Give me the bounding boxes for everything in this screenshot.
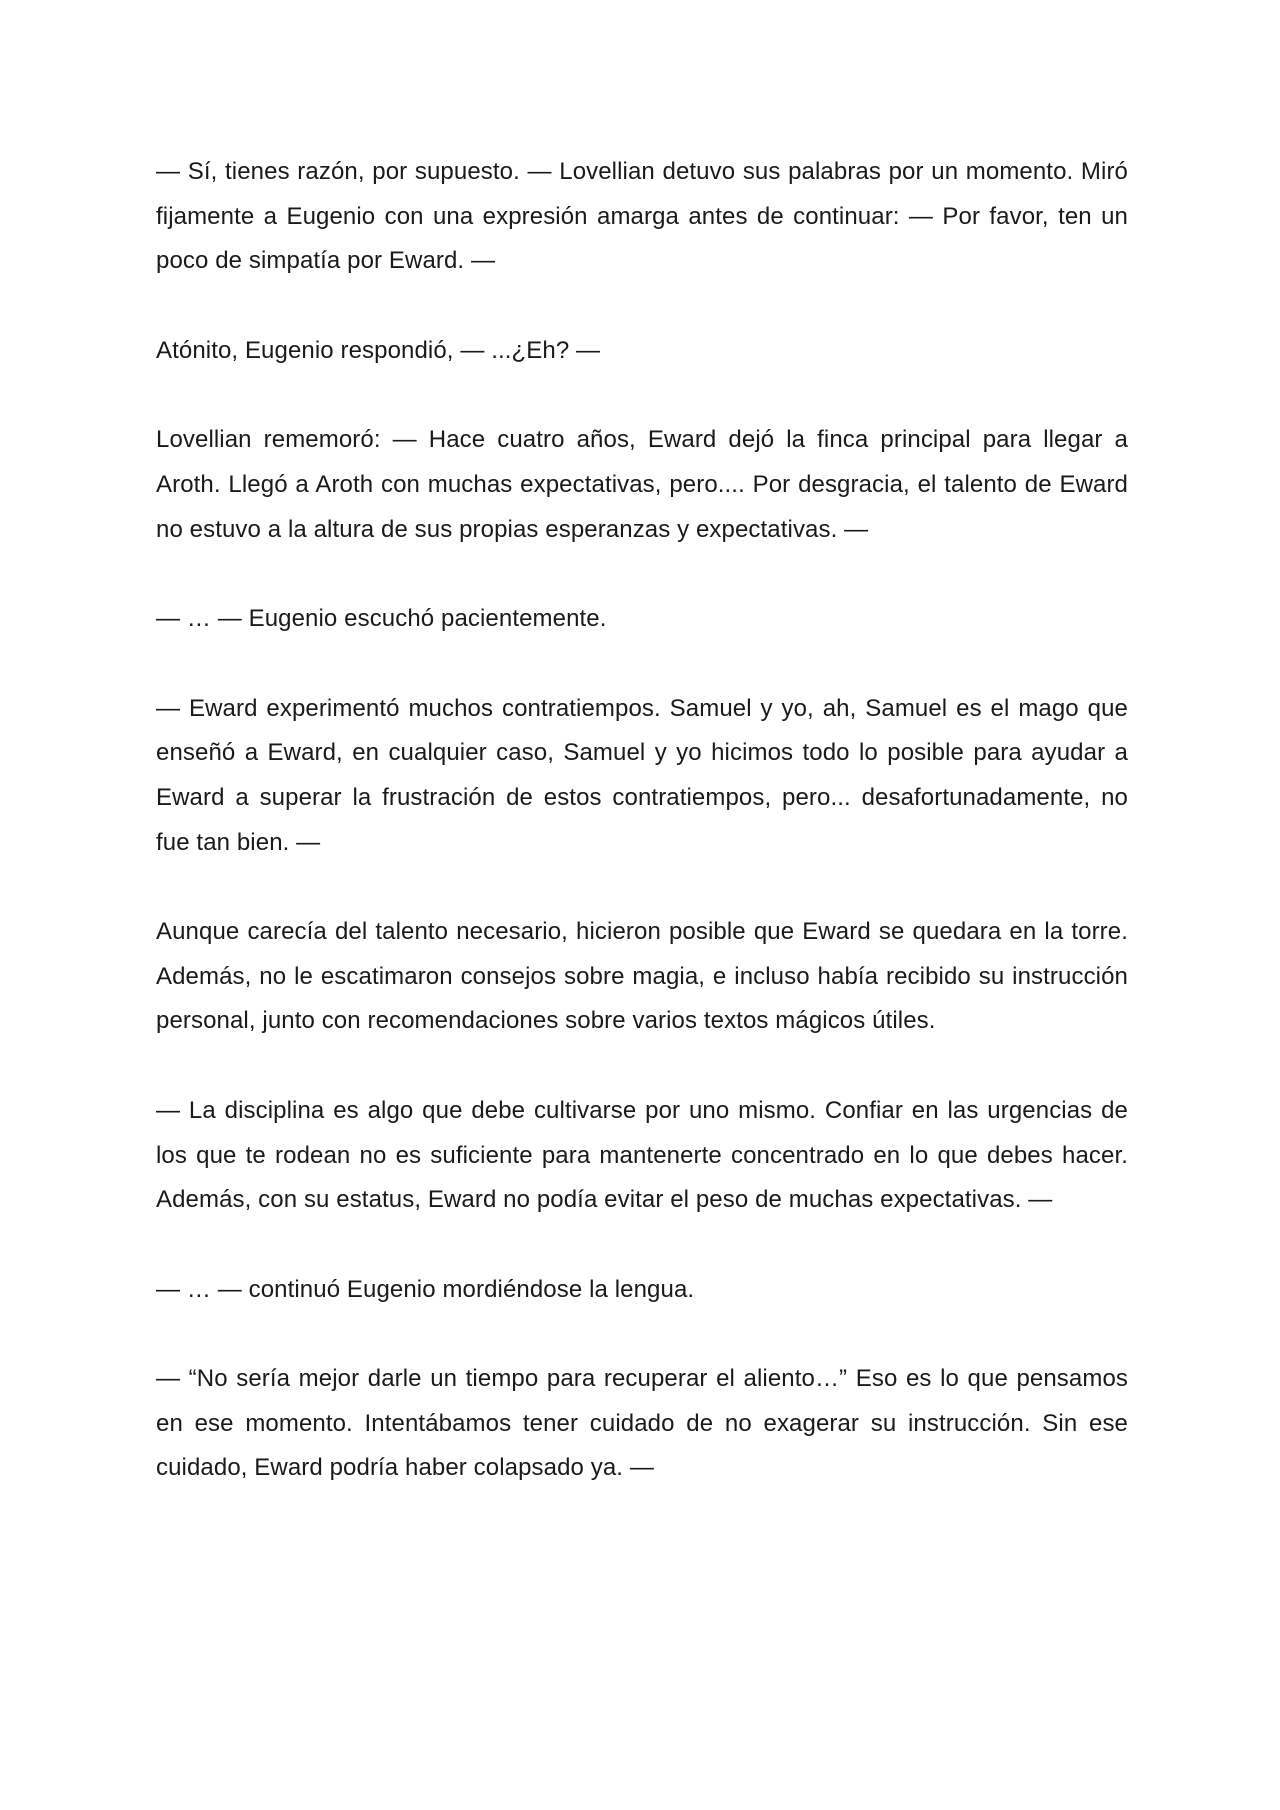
paragraph: — … — Eugenio escuchó pacientemente.: [156, 605, 607, 633]
paragraph: — La disciplina es algo que debe cultivarse por uno mismo. Confiar en las urgencias de los que te rodean no es suficiente para mantenerte concentrado en lo que debes hacer. Además, con su estatus, Eward no podía evitar el peso de muchas expectativas. —: [156, 1096, 1128, 1214]
paragraph: — Eward experimentó muchos contratiempos. Samuel y yo, ah, Samuel es el mago que enseñó a Eward, en cualquier caso, Samuel y yo hicimos todo lo posible para ayudar a Eward a superar la frustración de estos contratiempos, pero... desafortunadamente, no fue tan bien. —: [156, 694, 1128, 856]
paragraph: — … — continuó Eugenio mordiéndose la lengua.: [156, 1275, 695, 1303]
paragraph: Aunque carecía del talento necesario, hicieron posible que Eward se quedara en la torre. Además, no le escatimaron consejos sobre magia, e incluso había recibido su instrucción personal, junto con recomendaciones sobre varios textos mágicos útiles.: [156, 918, 1128, 1035]
paragraph: — “No sería mejor darle un tiempo para recuperar el aliento…” Eso es lo que pensamos en ese momento. Intentábamos tener cuidado de no exagerar su instrucción. Sin ese cuidado, Eward podría haber colapsado ya. —: [156, 1365, 1128, 1482]
paragraph: — Sí, tienes razón, por supuesto. — Lovellian detuvo sus palabras por un momento. Miró fijamente a Eugenio con una expresión amarga antes de continuar: — Por favor, ten un poco de simpatía por Eward. —: [156, 158, 1128, 275]
document-body: [156, 150, 1128, 1536]
paragraph: Lovellian rememoró: — Hace cuatro años, Eward dejó la finca principal para llegar a Aroth. Llegó a Aroth con muchas expectativas, pero.... Por desgracia, el talento de Eward no estuvo a la altura de sus propias esperanzas y expectativas. —: [156, 426, 1128, 543]
paragraph: Atónito, Eugenio respondió, — ...¿Eh? —: [156, 336, 601, 364]
